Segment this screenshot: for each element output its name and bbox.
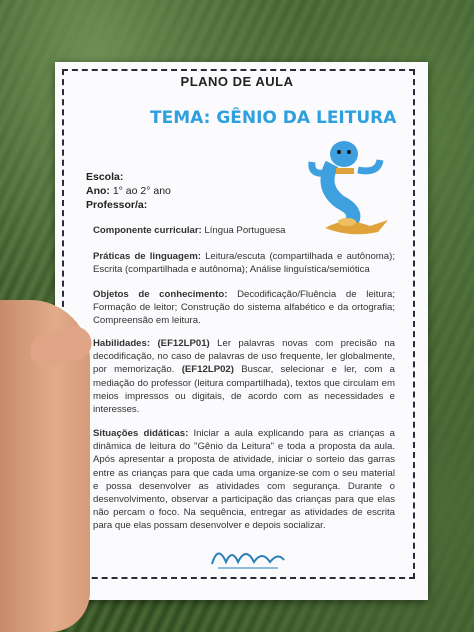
componente-curricular: Componente curricular: Língua Portuguesa: [93, 225, 286, 236]
situacoes-didaticas: Situações didáticas: Iniciar a aula explicando para as crianças a dinâmica de leitura do "Gênio da Leitura" e toda a proposta da aula. Após apresentar a proposta de atividade, iniciar o sorteio das garras entre as crianças para que cada uma organize-se com o seu material e possa desenvolver as atividades com segurança. Durante o desenvolvimento, observar a participação das crianças para que elas não percam o foco. Na sequência, entregar as atividades de escrita para que elas possam desenvolver e depois socializar.: [93, 428, 395, 532]
objetos-de-conhecimento: Objetos de conhecimento: Decodificação/Fluência de leitura; Formação de leitor; Construção do sistema alfabético e da ortografia; Compreensão em leitura.: [93, 289, 395, 327]
praticas-de-linguagem: Práticas de linguagem: Leitura/escuta (compartilhada e autônoma); Escrita (compartilhada e autônoma); Análise linguística/semiótica: [93, 251, 395, 276]
tema-heading: TEMA: GÊNIO DA LEITURA: [150, 108, 397, 128]
signature-logo: [208, 538, 288, 574]
ano-row: Ano: 1° ao 2° ano: [86, 185, 171, 197]
habilidades: Habilidades: (EF12LP01) Ler palavras novas com precisão na decodificação, no caso de palavras de uso frequente, ler globalmente, por memorização. (EF12LP02) Buscar, selecionar e ler, com a mediação do professor (leitura compartilhada), textos que circulam em meios impressos ou digitais, de acordo com as necessidades e interesses.: [93, 338, 396, 416]
page-title: PLANO DE AULA: [180, 74, 294, 89]
escola-label: Escola:: [86, 171, 124, 183]
professor-label: Professor/a:: [86, 199, 148, 211]
